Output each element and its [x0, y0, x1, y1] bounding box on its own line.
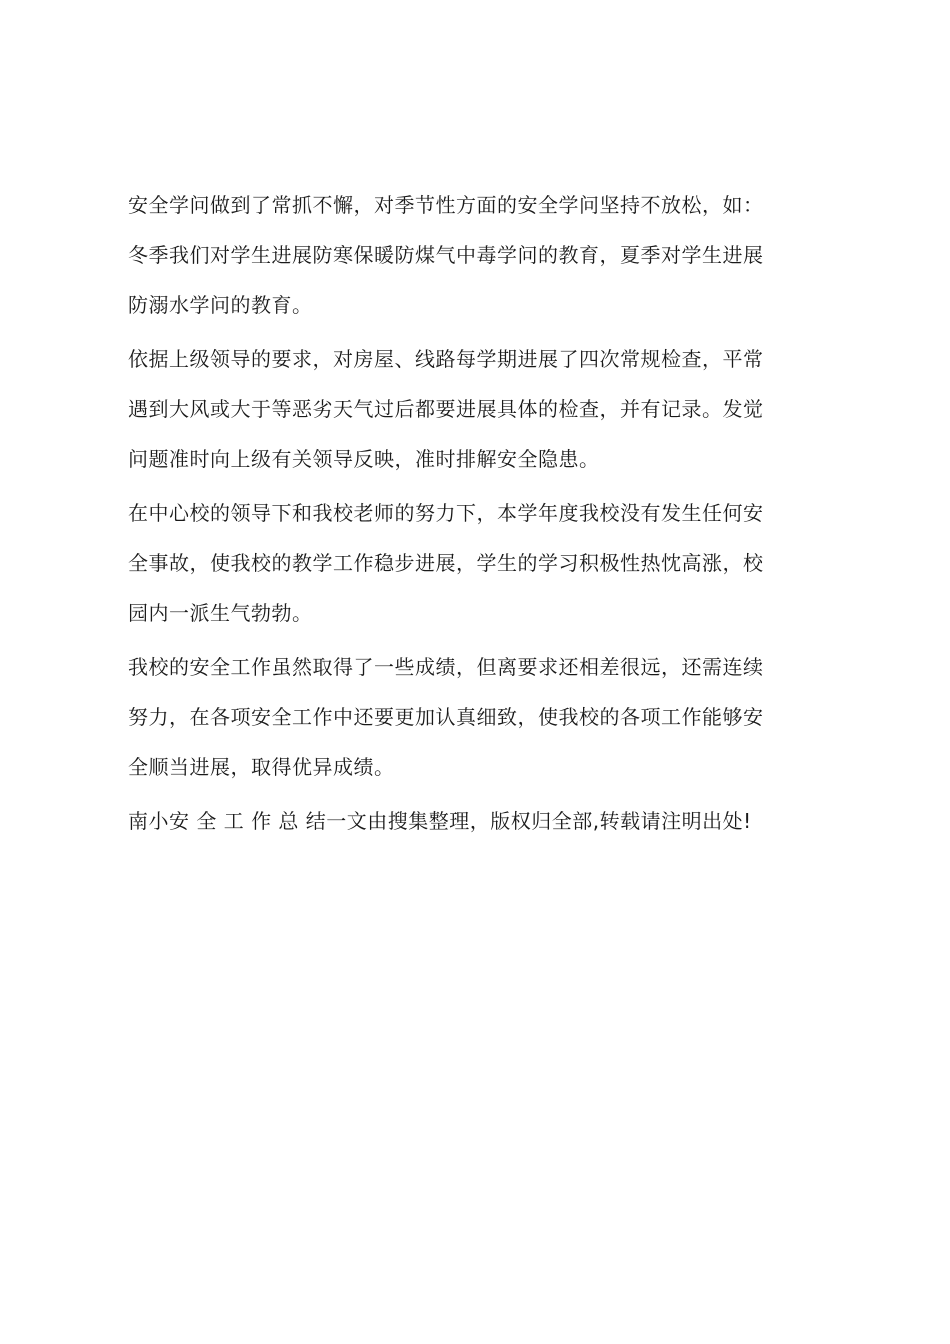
- text-line: 我校的安全工作虽然取得了一些成绩，但离要求还相差很远，还需连续: [128, 655, 764, 679]
- text-line: 安全学问做到了常抓不懈，对季节性方面的安全学问坚持不放松，如：: [128, 193, 764, 217]
- copyright-notice: 南小安 全 工 作 总 结一文由搜集整理，版权归全部,转载请注明出处!: [128, 809, 752, 833]
- text-line: 依据上级领导的要求，对房屋、线路每学期进展了四次常规检查，平常: [128, 347, 764, 371]
- document-body: [128, 187, 832, 853]
- text-line: 全事故，使我校的教学工作稳步进展，学生的学习积极性热忱高涨，校: [128, 551, 764, 575]
- text-line: 在中心校的领导下和我校老师的努力下，本学年度我校没有发生任何安: [128, 501, 764, 525]
- text-line: 园内一派生气勃勃。: [128, 601, 313, 625]
- text-line: 遇到大风或大于等恶劣天气过后都要进展具体的检查，并有记录。发觉: [128, 397, 764, 421]
- paragraph-inspections: [128, 341, 832, 495]
- paragraph-future-effort: [128, 649, 832, 803]
- paragraph-seasonal-safety: [128, 187, 832, 341]
- text-line: 防溺水学问的教育。: [128, 293, 313, 317]
- text-line: 问题准时向上级有关领导反映，准时排解安全隐患。: [128, 447, 600, 471]
- text-line: 全顺当进展，取得优异成绩。: [128, 755, 395, 779]
- text-line: 努力，在各项安全工作中还要更加认真细致，使我校的各项工作能够安: [128, 705, 764, 729]
- paragraph-no-accidents: [128, 495, 832, 649]
- text-line: 冬季我们对学生进展防寒保暖防煤气中毒学问的教育，夏季对学生进展: [128, 243, 764, 267]
